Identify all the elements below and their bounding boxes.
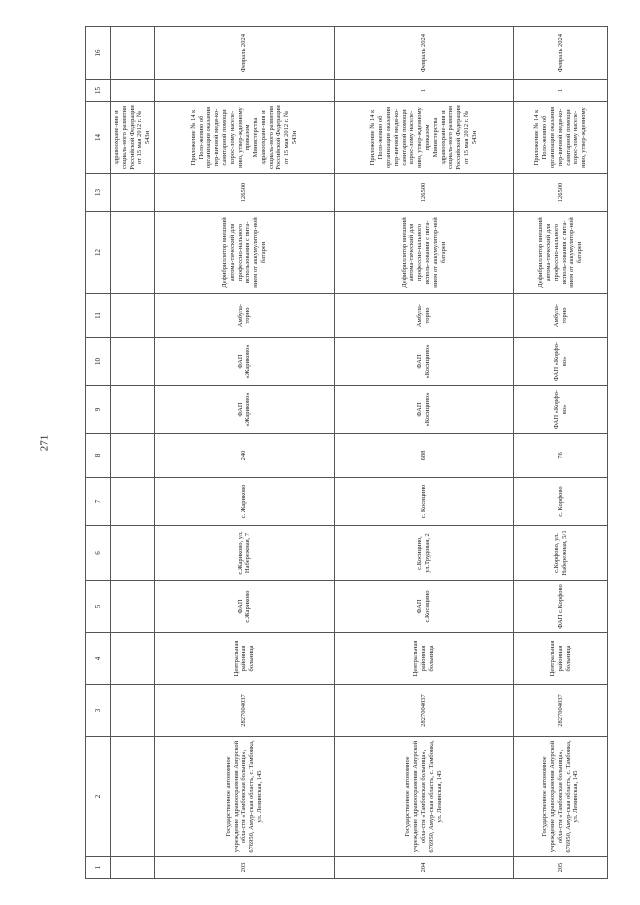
- table-cell: [111, 434, 155, 478]
- table-cell: [111, 857, 155, 879]
- table-row: [334, 27, 514, 879]
- table-cell: [111, 338, 155, 386]
- table-cell: [111, 386, 155, 434]
- column-number: 12: [86, 212, 111, 294]
- row-number: 204: [334, 857, 514, 879]
- row-number: 203: [154, 857, 334, 879]
- table-cell: [111, 581, 155, 633]
- quantity-cell: 1: [514, 80, 608, 102]
- table-cell: [111, 526, 155, 581]
- column-number: 2: [86, 737, 111, 857]
- column-number: 13: [86, 174, 111, 212]
- column-number-row: [86, 27, 111, 879]
- quantity-cell: 1: [334, 80, 514, 102]
- column-number: 11: [86, 294, 111, 338]
- continuation-row: [111, 27, 155, 879]
- inn-cell: 2827004037: [154, 685, 334, 737]
- column-number: 16: [86, 27, 111, 80]
- column-number: 4: [86, 633, 111, 685]
- subunit-cell: ФАП с.Косицино: [334, 581, 514, 633]
- unit-cell: Центральная районная больница: [154, 633, 334, 685]
- population-cell: 688: [334, 434, 514, 478]
- organization-cell: Государственное автономное учреждение здравоохранения Амурской обла-сти «Тамбовская больница», 676950, Амур-ская область, с. Тамбовка, ул. Ленинская, 145: [154, 737, 334, 857]
- quantity-cell: [154, 80, 334, 102]
- column-number: 6: [86, 526, 111, 581]
- unit-cell: Центральная районная больница: [514, 633, 608, 685]
- fap-cell: ФАП «Корфо-во»: [514, 386, 608, 434]
- fap-cell: ФАП «Жариково»: [154, 386, 334, 434]
- table-cell: [111, 212, 155, 294]
- table-cell: [111, 685, 155, 737]
- term-cell: Февраль 2024: [514, 27, 608, 80]
- care-form-cell: Амбула-торно: [514, 294, 608, 338]
- column-number: 5: [86, 581, 111, 633]
- equipment-cell: Дефибриллятор внешний автома-тический для профессио-нального исполь-зования с пита-нием от аккумулятор-ной батареи: [334, 212, 514, 294]
- rotated-table-sheet: [85, 27, 608, 879]
- column-number: 14: [86, 102, 111, 174]
- fap-cell: ФАП «Косицино»: [334, 386, 514, 434]
- fap-cell: ФАП «Косицино»: [334, 338, 514, 386]
- fap-cell: ФАП «Жариково»: [154, 338, 334, 386]
- term-cell: Февраль 2024: [154, 27, 334, 80]
- table-cell: [111, 80, 155, 102]
- table-cell: [111, 737, 155, 857]
- code-cell: 126500: [154, 174, 334, 212]
- locality-cell: с. Корфово: [514, 478, 608, 526]
- column-number: 15: [86, 80, 111, 102]
- term-cell: Февраль 2024: [334, 27, 514, 80]
- address-cell: с.Жариково, ул. Набережная, 7: [154, 526, 334, 581]
- code-cell: 126500: [334, 174, 514, 212]
- care-form-cell: Амбула-торно: [154, 294, 334, 338]
- inn-cell: 2827004037: [334, 685, 514, 737]
- care-form-cell: Амбула-торно: [334, 294, 514, 338]
- row-number: 205: [514, 857, 608, 879]
- table-cell: [111, 633, 155, 685]
- address-cell: с.Косицино, ул.Трудовая, 2: [334, 526, 514, 581]
- column-number: 3: [86, 685, 111, 737]
- equipment-cell: Дефибриллятор внешний автома-тический для профессио-нального исполь-зования с пита-нием от аккумулятор-ной батареи: [514, 212, 608, 294]
- column-number: 9: [86, 386, 111, 434]
- table-rotation-wrapper: [85, 27, 608, 879]
- fap-cell: ФАП «Корфо-во»: [514, 338, 608, 386]
- organization-cell: Государственное автономное учреждение здравоохранения Амурской обла-сти «Тамбовская больница», 676950, Амур-ская область, с. Тамбовка, ул. Ленинская, 145: [334, 737, 514, 857]
- equipment-cell: Дефибриллятор внешний автома-тический для профессио-нального использования с пита-нием от аккумулятор-ной батареи: [154, 212, 334, 294]
- locality-cell: с. Жариково: [154, 478, 334, 526]
- legal-basis-cell: Приложение № 14 к Поло-жению об организации оказания пер-вичной меди-ко-санитарной помощи взрос-лому населе-нию, утвер-жденному приказом Министерства здравоохране-ния и социаль-ного развития Российской Федерации от 15 мая 2012 г. № 543н: [334, 102, 514, 174]
- table-cell: [111, 27, 155, 80]
- population-cell: 240: [154, 434, 334, 478]
- table-cell: [111, 174, 155, 212]
- locality-cell: с. Косицино: [334, 478, 514, 526]
- table-cell: [111, 478, 155, 526]
- table-row: [154, 27, 334, 879]
- column-number: 7: [86, 478, 111, 526]
- inn-cell: 2827004037: [514, 685, 608, 737]
- subunit-cell: ФАП с.Жариково: [154, 581, 334, 633]
- subunit-cell: ФАП с.Корфово: [514, 581, 608, 633]
- legal-basis-cell: Приложение № 14 к Поло-жению об организации оказания пер-вичной меди-ко-санитарной помощи взрос-лому населе-нию, утвер-жденному приказом Министерства здравоохране-ния и социаль-ного развития Российской Федерации от 15 мая 2012 г. № 543н: [154, 102, 334, 174]
- code-cell: 126500: [514, 174, 608, 212]
- organization-cell: Государственное автономное учреждение здравоохранения Амурской обла-сти «Тамбовская больница», 676950, Амур-ская область, с. Тамбовка, ул. Ленинская, 145: [514, 737, 608, 857]
- population-cell: 76: [514, 434, 608, 478]
- column-number: 8: [86, 434, 111, 478]
- address-cell: с.Корфово, ул. Набережная, 5/1: [514, 526, 608, 581]
- legal-basis-cell: Приложение № 14 к Поло-жению об организации оказания пер-вичной меди-ко-санитарной помощи взрос-лому населе-нию, утвер-жденному: [514, 102, 608, 174]
- table-cell: [111, 294, 155, 338]
- unit-cell: Центральная районная больница: [334, 633, 514, 685]
- page-number: 271: [38, 434, 51, 452]
- legal-basis-cell: здравоохране-ние и социаль-ного развития Российской Федерации от 15 мая 2012 г. № 543н: [111, 102, 155, 174]
- column-number: 1: [86, 857, 111, 879]
- equipment-registry-table: [85, 26, 608, 879]
- column-number: 10: [86, 338, 111, 386]
- table-row: [514, 27, 608, 879]
